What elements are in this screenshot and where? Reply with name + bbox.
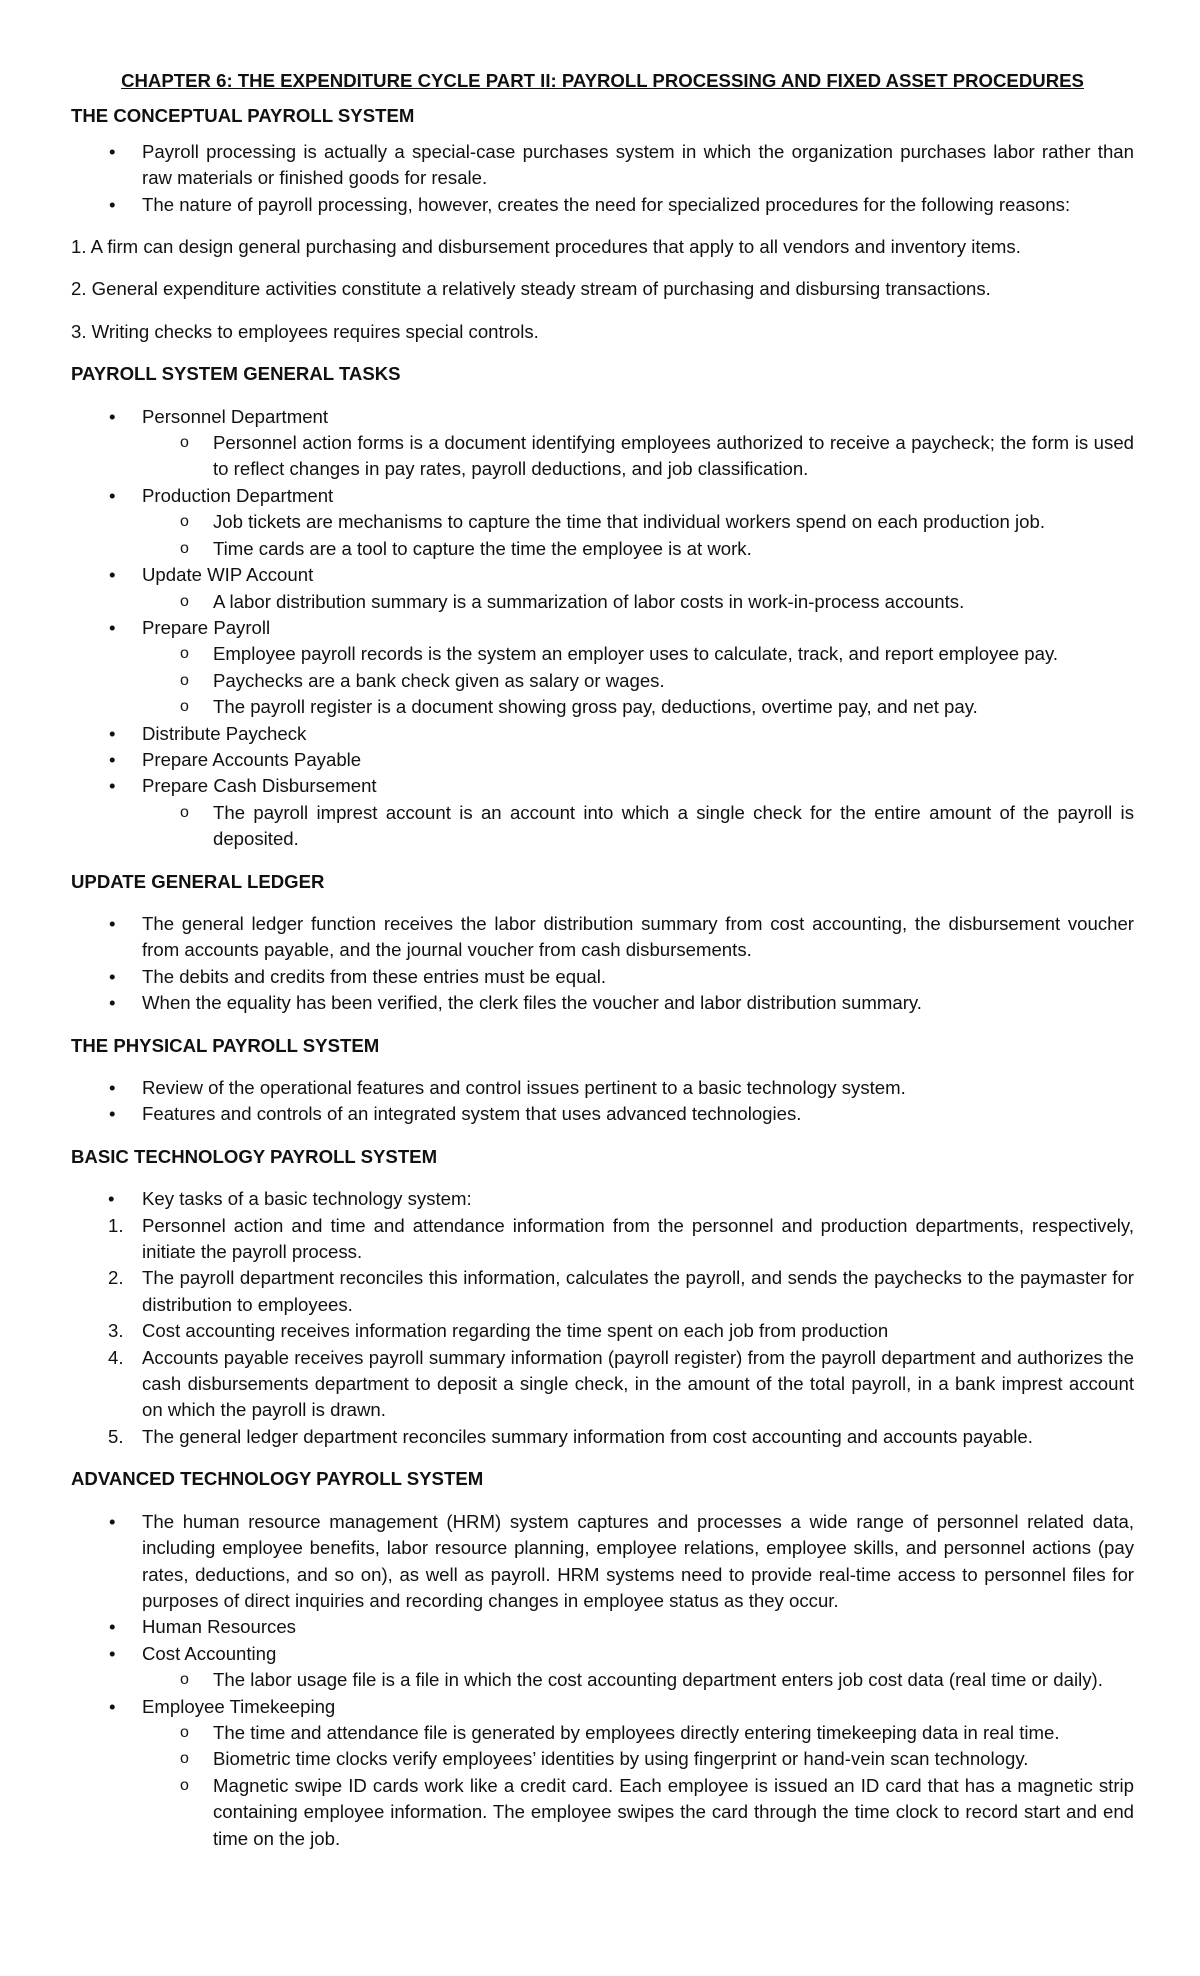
list-item: • Update WIP Account <box>71 562 1134 588</box>
sub-list-item: o The time and attendance file is generated by employees directly entering timekeeping data in real time. <box>71 1720 1134 1746</box>
bullet-icon: • <box>109 484 116 506</box>
bullet-icon: • <box>109 1077 116 1098</box>
section-conceptual <box>71 103 1134 345</box>
item-number: 5. <box>108 1425 124 1447</box>
list-item: • The general ledger function receives the labor distribution summary from cost accounting, the disbursement voucher from accounts payable, and the journal voucher from cash disbursements. <box>109 912 1134 961</box>
circle-bullet-icon: o <box>180 1671 189 1689</box>
circle-bullet-icon: o <box>180 671 189 689</box>
list-item: • Distribute Paycheck <box>71 721 1134 747</box>
bullet-icon: • <box>108 1188 115 1210</box>
bullet-list <box>71 404 1134 853</box>
item-number: 2. <box>108 1267 124 1289</box>
sub-list-item: o Job tickets are mechanisms to capture the time that individual workers spend on each production job. <box>71 509 1134 535</box>
bullet-icon: • <box>109 140 116 162</box>
bullet-icon: • <box>109 1695 116 1717</box>
sub-list-item: o The payroll register is a document showing gross pay, deductions, overtime pay, and net pay. <box>71 694 1134 720</box>
list-item: • Prepare Accounts Payable <box>71 747 1134 773</box>
circle-bullet-icon: o <box>180 592 189 610</box>
section-basic-technology <box>71 1144 1134 1450</box>
bullet-list <box>71 1509 1134 1852</box>
bullet-icon: • <box>109 405 116 427</box>
sub-list-item: o The labor usage file is a file in which the cost accounting department enters job cost data (real time or daily). <box>71 1667 1134 1693</box>
section-heading: THE CONCEPTUAL PAYROLL SYSTEM <box>71 105 415 127</box>
list-item: • Employee Timekeeping <box>71 1694 1134 1720</box>
numbered-list <box>71 1186 1134 1450</box>
section-update-general-ledger <box>71 869 1134 1017</box>
section-heading: THE PHYSICAL PAYROLL SYSTEM <box>71 1034 380 1056</box>
list-item: • Prepare Payroll <box>71 615 1134 641</box>
reason-item: 3. Writing checks to employees requires special controls. <box>71 320 539 342</box>
circle-bullet-icon: o <box>180 1723 189 1741</box>
document-title: CHAPTER 6: THE EXPENDITURE CYCLE PART II: PAYROLL PROCESSING AND FIXED ASSET PROCEDURES <box>121 70 1084 91</box>
bullet-icon: • <box>109 1616 116 1638</box>
section-heading: BASIC TECHNOLOGY PAYROLL SYSTEM <box>71 1145 438 1167</box>
sub-list-item: o A labor distribution summary is a summarization of labor costs in work-in-process accounts. <box>71 589 1134 615</box>
list-item: • When the equality has been verified, the clerk files the voucher and labor distribution summary. <box>71 990 1134 1016</box>
numbered-item: 5. The general ledger department reconciles summary information from cost accounting and accounts payable. <box>71 1424 1134 1450</box>
list-item: • Personnel Department <box>71 404 1134 430</box>
list-item: • Key tasks of a basic technology system: <box>71 1186 1134 1212</box>
sub-list-item: o Magnetic swipe ID cards work like a credit card. Each employee is issued an ID card that has a magnetic strip containing employee information. The employee swipes the card through the time clock to record start and end time on the job. <box>180 1774 1134 1849</box>
list-item: • The nature of payroll processing, however, creates the need for specialized procedures for the following reasons: <box>71 192 1134 218</box>
bullet-icon: • <box>109 748 116 770</box>
section-heading: UPDATE GENERAL LEDGER <box>71 870 325 892</box>
sub-list-item: o The payroll imprest account is an account into which a single check for the entire amount of the payroll is deposited. <box>180 801 1134 850</box>
bullet-icon: • <box>109 564 116 586</box>
list-item: • Payroll processing is actually a special-case purchases system in which the organization purchases labor rather than raw materials or finished goods for resale. <box>109 140 1134 189</box>
circle-bullet-icon: o <box>180 513 189 531</box>
bullet-icon: • <box>109 722 116 744</box>
bullet-list <box>71 1075 1134 1128</box>
bullet-icon: • <box>109 912 116 934</box>
list-item: • Prepare Cash Disbursement <box>71 773 1134 799</box>
sub-list-item: o Employee payroll records is the system an employer uses to calculate, track, and report employee pay. <box>71 641 1134 667</box>
section-advanced-technology <box>71 1466 1134 1852</box>
section-heading: ADVANCED TECHNOLOGY PAYROLL SYSTEM <box>71 1468 484 1490</box>
bullet-icon: • <box>109 1510 116 1532</box>
bullet-icon: • <box>109 1103 116 1125</box>
bullet-icon: • <box>109 965 116 987</box>
numbered-item: 3. Cost accounting receives information regarding the time spent on each job from production <box>71 1318 1134 1344</box>
item-number: 1. <box>108 1214 124 1236</box>
reason-item: 1. A firm can design general purchasing and disbursement procedures that apply to all vendors and inventory items. <box>71 236 1021 258</box>
bullet-icon: • <box>109 1642 116 1664</box>
bullet-icon: • <box>109 193 116 215</box>
sub-list-item: o Paychecks are a bank check given as salary or wages. <box>71 668 1134 694</box>
section-heading: PAYROLL SYSTEM GENERAL TASKS <box>71 363 401 385</box>
circle-bullet-icon: o <box>180 698 189 716</box>
bullet-icon: • <box>109 992 116 1014</box>
item-number: 3. <box>108 1320 124 1342</box>
sub-list-item: o Personnel action forms is a document identifying employees authorized to receive a paycheck; the form is used to reflect changes in pay rates, payroll deductions, and job classification. <box>180 432 1134 480</box>
reason-item: 2. General expenditure activities constitute a relatively steady stream of purchasing and disbursing transactions. <box>71 278 991 300</box>
circle-bullet-icon: o <box>180 1750 189 1768</box>
numbered-item: 1. Personnel action and time and attendance information from the personnel and production departments, respectively, initiate the payroll process. <box>108 1214 1134 1263</box>
bullet-list <box>71 911 1134 1017</box>
bullet-icon: • <box>109 616 116 638</box>
list-item: • Features and controls of an integrated system that uses advanced technologies. <box>71 1101 1134 1127</box>
list-item: • Cost Accounting <box>71 1641 1134 1667</box>
circle-bullet-icon: o <box>180 803 189 821</box>
numbered-item: 4. Accounts payable receives payroll summary information (payroll register) from the payroll department and authorizes the cash disbursements department to deposit a single check, in the amount of the total payroll, in a bank imprest account on which the payroll is drawn. <box>108 1346 1134 1421</box>
circle-bullet-icon: o <box>180 645 189 663</box>
sub-list-item: o Biometric time clocks verify employees’ identities by using fingerprint or hand-vein scan technology. <box>71 1746 1134 1772</box>
circle-bullet-icon: o <box>180 539 189 557</box>
bullet-icon: • <box>109 775 116 797</box>
list-item: • Production Department <box>71 483 1134 509</box>
section-physical-payroll <box>71 1033 1134 1128</box>
item-number: 4. <box>108 1346 124 1368</box>
bullet-list <box>71 139 1134 218</box>
list-item: • The debits and credits from these entries must be equal. <box>71 964 1134 990</box>
circle-bullet-icon: o <box>180 1776 189 1794</box>
numbered-item: 2. The payroll department reconciles this information, calculates the payroll, and sends the paychecks to the paymaster for distribution to employees. <box>108 1267 1134 1315</box>
list-item: • Human Resources <box>71 1614 1134 1640</box>
circle-bullet-icon: o <box>180 434 189 452</box>
section-general-tasks <box>71 361 1134 852</box>
list-item: • The human resource management (HRM) system captures and processes a wide range of personnel related data, including employee benefits, labor resource planning, employee relations, employee skills, and personnel actions (pay rates, deductions, and so on), as well as payroll. HRM systems need to provide real-time access to personnel files for purposes of direct inquiries and recording changes in employee status as they occur. <box>109 1510 1134 1611</box>
sub-list-item: o Time cards are a tool to capture the time the employee is at work. <box>71 536 1134 562</box>
list-item: • Review of the operational features and control issues pertinent to a basic technology system. <box>71 1075 1134 1101</box>
